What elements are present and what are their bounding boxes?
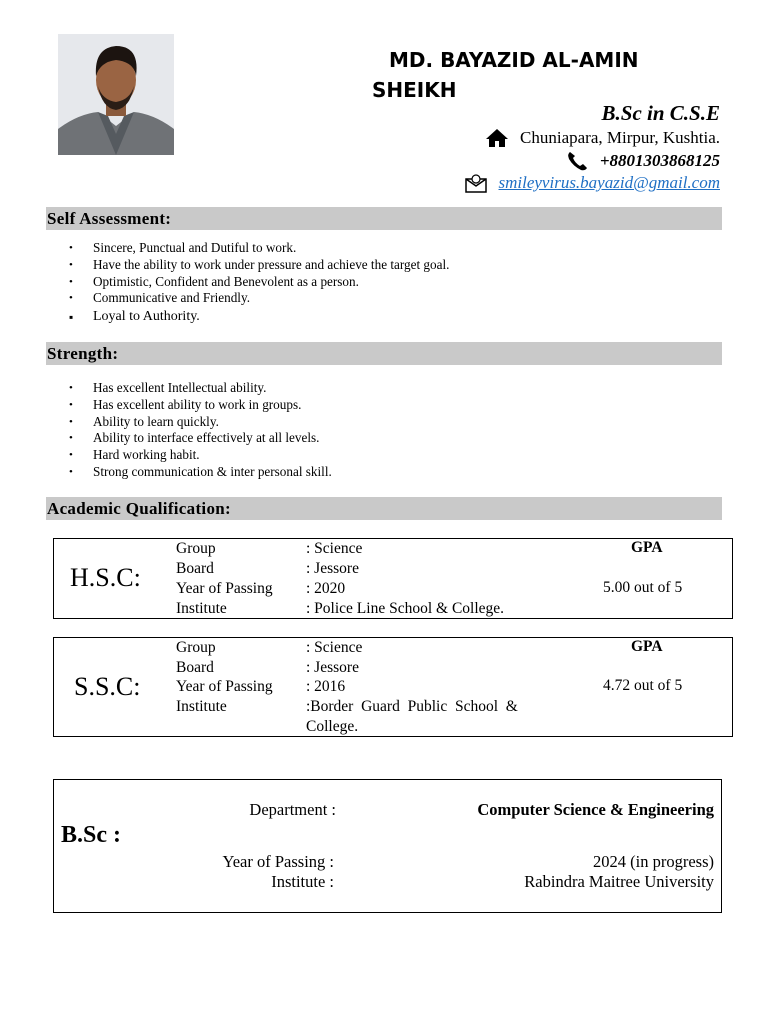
- self-assessment-heading: Self Assessment:: [46, 207, 722, 230]
- bsc-institute-value: Rabindra Maitree University: [524, 872, 714, 891]
- hsc-group-row: Group : Science: [176, 540, 363, 557]
- ssc-year-row: Year of Passing : 2016: [176, 678, 346, 695]
- bsc-institute-key: Institute :: [271, 872, 334, 891]
- ssc-label: S.S.C:: [74, 672, 141, 701]
- bsc-box: [53, 779, 722, 913]
- ssc-gpa-label: GPA: [631, 638, 663, 655]
- self-assessment-list: [68, 240, 449, 327]
- email-row: [463, 172, 721, 194]
- ssc-group-row: Group : Science: [176, 639, 363, 656]
- hsc-box: [53, 538, 733, 619]
- address-text: Chuniapara, Mirpur, Kushtia.: [520, 128, 720, 147]
- degree-title: B.Sc in C.S.E: [601, 101, 720, 125]
- home-icon: [484, 127, 510, 149]
- phone-text: +8801303868125: [599, 151, 720, 170]
- list-item: • Sincere, Punctual and Dutiful to work.: [69, 240, 297, 255]
- strength-list: [68, 380, 332, 481]
- hsc-label: H.S.C:: [70, 563, 141, 592]
- list-item: • Strong communication & inter personal skill.: [69, 463, 332, 479]
- ssc-box: [53, 637, 733, 737]
- list-item: • Optimistic, Confident and Benevolent as a person.: [69, 273, 359, 289]
- ssc-gpa-value: 4.72 out of 5: [603, 677, 683, 694]
- ssc-institute-row: Institute :Border Guard Public School &: [176, 698, 518, 715]
- name-line-1: MD. BAYAZID AL-AMIN: [389, 48, 639, 72]
- list-item: • Has excellent Intellectual ability.: [69, 380, 267, 395]
- list-item: • Have the ability to work under pressure and achieve the target goal.: [69, 256, 450, 272]
- hsc-year-row: Year of Passing : 2020: [176, 580, 346, 597]
- bsc-dept-value: Computer Science & Engineering: [477, 800, 714, 819]
- candidate-name: [372, 45, 702, 105]
- ssc-institute-row-cont: College.: [306, 718, 359, 735]
- bsc-label: B.Sc :: [61, 822, 121, 848]
- list-item: • Ability to learn quickly.: [69, 413, 219, 429]
- bsc-year-value: 2024 (in progress): [593, 852, 714, 871]
- list-item: • Hard working habit.: [69, 447, 200, 463]
- phone-icon: [564, 150, 590, 172]
- profile-photo-image: [58, 34, 174, 155]
- list-item: • Ability to interface effectively at all levels.: [69, 430, 320, 446]
- list-item: • Has excellent ability to work in groups.: [69, 396, 302, 412]
- email-icon: [463, 172, 489, 194]
- bsc-dept-key: Department :: [249, 800, 336, 819]
- profile-photo: [58, 34, 174, 155]
- name-line-2: SHEIKH: [372, 78, 457, 102]
- strength-heading: Strength:: [46, 342, 722, 365]
- list-item: • Communicative and Friendly.: [69, 290, 250, 306]
- list-item: ▪ Loyal to Authority.: [69, 309, 200, 325]
- hsc-institute-row: Institute : Police Line School & College.: [176, 600, 505, 617]
- address-row: [484, 127, 720, 149]
- academic-heading: Academic Qualification:: [46, 497, 722, 520]
- bsc-year-key: Year of Passing :: [222, 852, 334, 871]
- hsc-gpa-label: GPA: [631, 539, 663, 556]
- email-link[interactable]: smileyvirus.bayazid@gmail.com: [498, 173, 720, 192]
- hsc-gpa-value: 5.00 out of 5: [603, 579, 683, 596]
- hsc-board-row: Board : Jessore: [176, 560, 359, 577]
- phone-row: [564, 150, 720, 172]
- ssc-board-row: Board : Jessore: [176, 659, 359, 676]
